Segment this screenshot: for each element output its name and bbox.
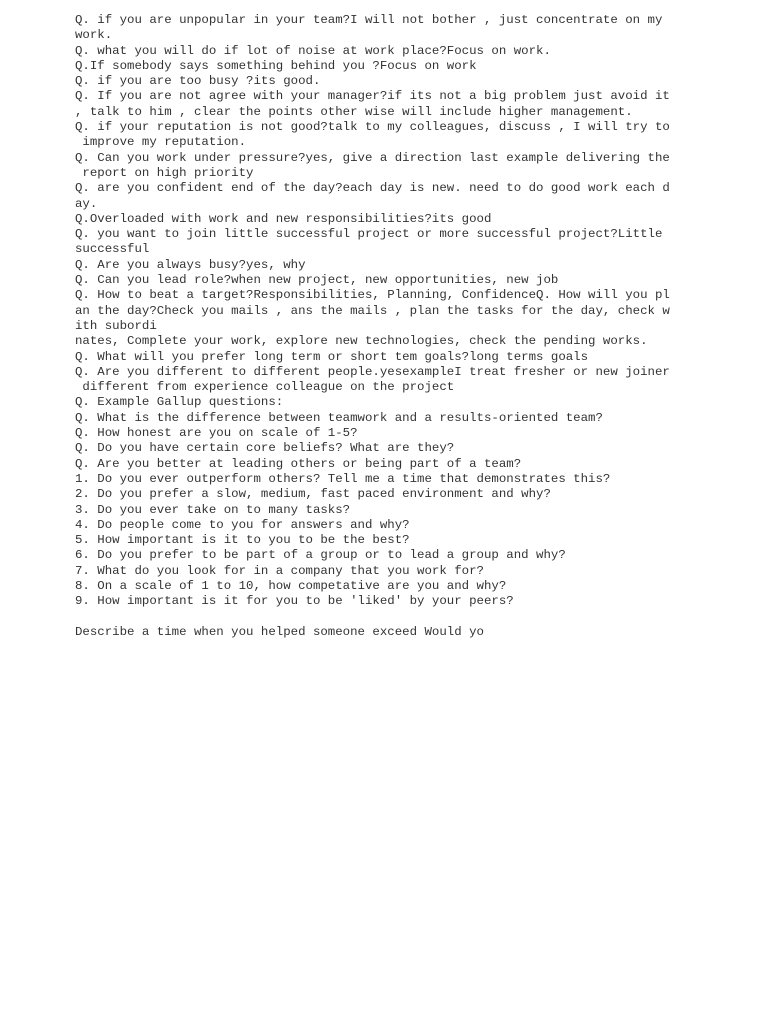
text-line: 2. Do you prefer a slow, medium, fast paced environment and why? <box>75 487 551 502</box>
text-line: Q. If you are not agree with your manager?if its not a big problem just avoid it <box>75 89 670 104</box>
text-line: 6. Do you prefer to be part of a group or to lead a group and why? <box>75 548 566 563</box>
text-line: 3. Do you ever take on to many tasks? <box>75 502 351 517</box>
text-line: an the day?Check you mails , ans the mails , plan the tasks for the day, check w <box>75 303 670 318</box>
text-line: improve my reputation. <box>75 135 247 150</box>
text-line: 7. What do you look for in a company that you work for? <box>75 563 484 578</box>
text-line: Q. What is the difference between teamwork and a results-oriented team? <box>75 410 603 425</box>
text-line: Q.Overloaded with work and new responsibilities?its good <box>75 211 492 226</box>
text-line: Q. what you will do if lot of noise at work place?Focus on work. <box>75 43 551 58</box>
text-line: Q.If somebody says something behind you ?Focus on work <box>75 58 477 73</box>
text-line: ith subordi <box>75 318 157 333</box>
text-line: Q. if your reputation is not good?talk to my colleagues, discuss , I will try to <box>75 120 670 135</box>
text-line: Q. Are you better at leading others or being part of a team? <box>75 456 522 471</box>
blank-line <box>75 610 685 625</box>
text-line: 1. Do you ever outperform others? Tell me a time that demonstrates this? <box>75 471 611 486</box>
text-line: Q. if you are unpopular in your team?I will not bother , just concentrate on my <box>75 13 663 27</box>
text-line: nates, Complete your work, explore new technologies, check the pending works. <box>75 334 648 349</box>
text-line: Q. you want to join little successful project or more successful project?Little <box>75 227 663 242</box>
text-line: successful <box>75 242 150 257</box>
text-line: 8. On a scale of 1 to 10, how competative are you and why? <box>75 578 507 593</box>
text-line: Describe a time when you helped someone exceed Would yo <box>75 624 484 639</box>
text-line: Q. Example Gallup questions: <box>75 395 284 410</box>
text-line: Q. Can you work under pressure?yes, give a direction last example delivering the <box>75 150 670 165</box>
text-line: Q. are you confident end of the day?each day is new. need to do good work each d <box>75 181 670 196</box>
text-line: Q. Are you always busy?yes, why <box>75 257 306 272</box>
text-line: Q. How to beat a target?Responsibilities, Planning, ConfidenceQ. How will you pl <box>75 288 670 303</box>
document-body <box>75 13 685 640</box>
text-line: 5. How important is it to you to be the best? <box>75 533 410 548</box>
text-line: different from experience colleague on the project <box>75 380 455 395</box>
text-line: report on high priority <box>75 165 254 180</box>
text-line: Q. if you are too busy ?its good. <box>75 74 321 89</box>
text-line: Q. Can you lead role?when new project, new opportunities, new job <box>75 273 559 288</box>
text-line: work. <box>75 28 113 43</box>
text-line: Q. Are you different to different people.yesexampleI treat fresher or new joiner <box>75 364 670 379</box>
text-line: Q. How honest are you on scale of 1-5? <box>75 426 358 441</box>
text-line: 4. Do people come to you for answers and why? <box>75 517 410 532</box>
text-line: Q. Do you have certain core beliefs? What are they? <box>75 441 455 456</box>
text-line: 9. How important is it for you to be 'liked' by your peers? <box>75 594 514 609</box>
text-line: ay. <box>75 196 98 211</box>
text-line: Q. What will you prefer long term or short tem goals?long terms goals <box>75 349 589 364</box>
text-line: , talk to him , clear the points other wise will include higher management. <box>75 104 633 119</box>
